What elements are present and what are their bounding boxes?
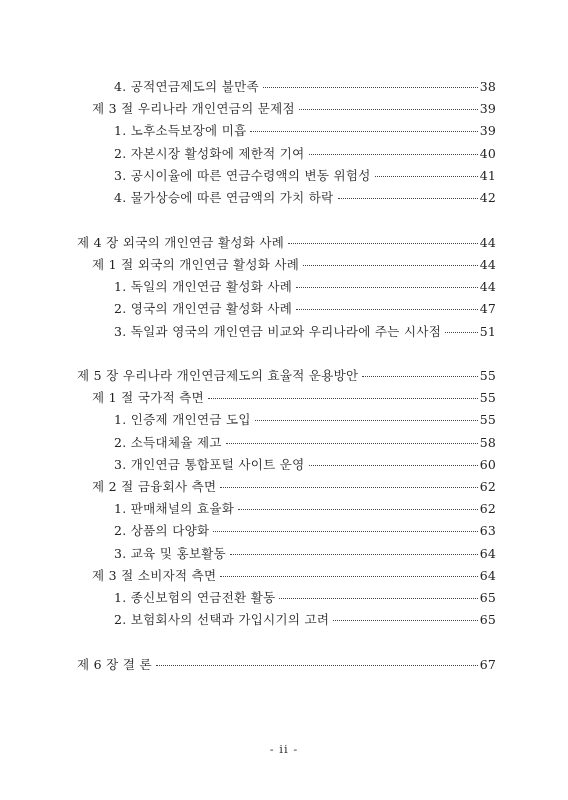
toc-entry <box>0 189 568 207</box>
dot-leader <box>250 130 477 132</box>
toc-entry-title: 1. 독일의 개인연금 활성화 사례 <box>114 279 293 294</box>
dot-leader <box>445 331 478 333</box>
toc-entry-title: 2. 소득대체율 제고 <box>114 435 222 450</box>
dot-leader <box>226 442 478 444</box>
toc-entry-page-number: 40 <box>479 146 496 161</box>
toc-entry-page-number: 55 <box>479 368 496 383</box>
dot-leader <box>299 108 478 110</box>
toc-entry-page-number: 41 <box>479 168 496 183</box>
toc-entry <box>0 389 568 407</box>
toc-entry-title: 제 1 절 국가적 측면 <box>92 390 204 405</box>
toc-entry-title: 4. 물가상승에 따른 연금액의 가치 하락 <box>114 190 334 205</box>
toc-entry-page-number: 38 <box>479 79 496 94</box>
dot-leader <box>362 375 477 377</box>
toc-entry <box>0 656 568 674</box>
dot-leader <box>338 197 478 199</box>
dot-leader <box>263 86 478 88</box>
toc-entry-page-number: 55 <box>479 412 496 427</box>
toc-entry-page-number: 62 <box>479 501 496 516</box>
dot-leader <box>309 153 478 155</box>
dot-leader <box>309 464 478 466</box>
toc-entry-page-number: 51 <box>479 324 496 339</box>
toc-entry-title: 4. 공적연금제도의 불만족 <box>114 79 259 94</box>
dot-leader <box>288 242 478 244</box>
dot-leader <box>156 664 478 666</box>
toc-entry-title: 2. 상품의 다양화 <box>114 523 210 538</box>
toc-entry-title: 2. 보험회사의 선택과 가입시기의 고려 <box>114 612 330 627</box>
toc-entry <box>0 567 568 585</box>
toc-entry-page-number: 62 <box>479 479 496 494</box>
dot-leader <box>220 486 477 488</box>
toc-entry <box>0 545 568 563</box>
toc-entry-page-number: 67 <box>479 657 496 672</box>
toc-entry <box>0 500 568 518</box>
toc-entry-title: 3. 독일과 영국의 개인연금 비교와 우리나라에 주는 시사점 <box>114 324 442 339</box>
toc-entry-title: 제 3 절 소비자적 측면 <box>92 568 217 583</box>
toc-entry <box>0 411 568 429</box>
toc-entry-title: 제 5 장 우리나라 개인연금제도의 효율적 운용방안 <box>77 368 359 383</box>
toc-entry-page-number: 64 <box>479 568 496 583</box>
toc-entry <box>0 278 568 296</box>
dot-leader <box>208 397 478 399</box>
toc-entry <box>0 367 568 385</box>
toc-entry-title: 3. 공시이율에 따른 연금수령액의 변동 위험성 <box>114 168 371 183</box>
dot-leader <box>279 597 477 599</box>
toc-entry <box>0 78 568 96</box>
toc-entry <box>0 434 568 452</box>
toc-entry-page-number: 44 <box>479 235 496 250</box>
dot-leader <box>333 619 477 621</box>
toc-entry-page-number: 47 <box>479 301 496 316</box>
toc-entry <box>0 145 568 163</box>
toc-entry-title: 2. 영국의 개인연금 활성화 사례 <box>114 301 293 316</box>
toc-entry-page-number: 58 <box>479 435 496 450</box>
dot-leader <box>303 264 478 266</box>
toc-entry-title: 3. 개인연금 통합포털 사이트 운영 <box>114 457 305 472</box>
dot-leader <box>238 508 478 510</box>
toc-entry-title: 2. 자본시장 활성화에 제한적 기여 <box>114 146 305 161</box>
page-number-footer: - ii - <box>269 742 299 756</box>
dot-leader <box>375 175 478 177</box>
toc-entry-page-number: 64 <box>479 546 496 561</box>
toc-entry <box>0 167 568 185</box>
toc-entry-page-number: 60 <box>479 457 496 472</box>
dot-leader <box>296 286 478 288</box>
toc-entry <box>0 323 568 341</box>
dot-leader <box>230 553 478 555</box>
toc-entry-title: 제 6 장 결 론 <box>77 657 152 672</box>
toc-entry-page-number: 42 <box>479 190 496 205</box>
dot-leader <box>220 575 477 577</box>
dot-leader <box>296 308 478 310</box>
toc-entry-page-number: 44 <box>479 279 496 294</box>
toc-entry <box>0 256 568 274</box>
toc-entry <box>0 611 568 629</box>
toc-entry-title: 1. 종신보험의 연금전환 활동 <box>114 590 276 605</box>
toc-entry-page-number: 39 <box>479 123 496 138</box>
toc-entry-title: 1. 인증제 개인연금 도입 <box>114 412 251 427</box>
toc-entry-title: 제 4 장 외국의 개인연금 활성화 사례 <box>77 235 285 250</box>
toc-entry <box>0 122 568 140</box>
toc-entry <box>0 456 568 474</box>
toc-entry-page-number: 65 <box>479 612 496 627</box>
toc-entry-title: 1. 판매채널의 효율화 <box>114 501 235 516</box>
toc-entry <box>0 300 568 318</box>
toc-entry <box>0 589 568 607</box>
toc-entry-title: 1. 노후소득보장에 미흡 <box>114 123 247 138</box>
toc-entry <box>0 100 568 118</box>
toc-entry-title: 3. 교육 및 홍보활동 <box>114 546 226 561</box>
toc-entry-page-number: 44 <box>479 257 496 272</box>
toc-entry-title: 제 3 절 우리나라 개인연금의 문제점 <box>92 101 295 116</box>
dot-leader <box>255 419 478 421</box>
toc-entry <box>0 478 568 496</box>
toc-entry-page-number: 65 <box>479 590 496 605</box>
toc-entry <box>0 234 568 252</box>
toc-entry <box>0 522 568 540</box>
dot-leader <box>213 530 477 532</box>
toc-entry-title: 제 2 절 금융회사 측면 <box>92 479 217 494</box>
toc-entry-title: 제 1 절 외국의 개인연금 활성화 사례 <box>92 257 300 272</box>
toc-entry-page-number: 39 <box>479 101 496 116</box>
toc-entry-page-number: 55 <box>479 390 496 405</box>
toc-entry-page-number: 63 <box>479 523 496 538</box>
